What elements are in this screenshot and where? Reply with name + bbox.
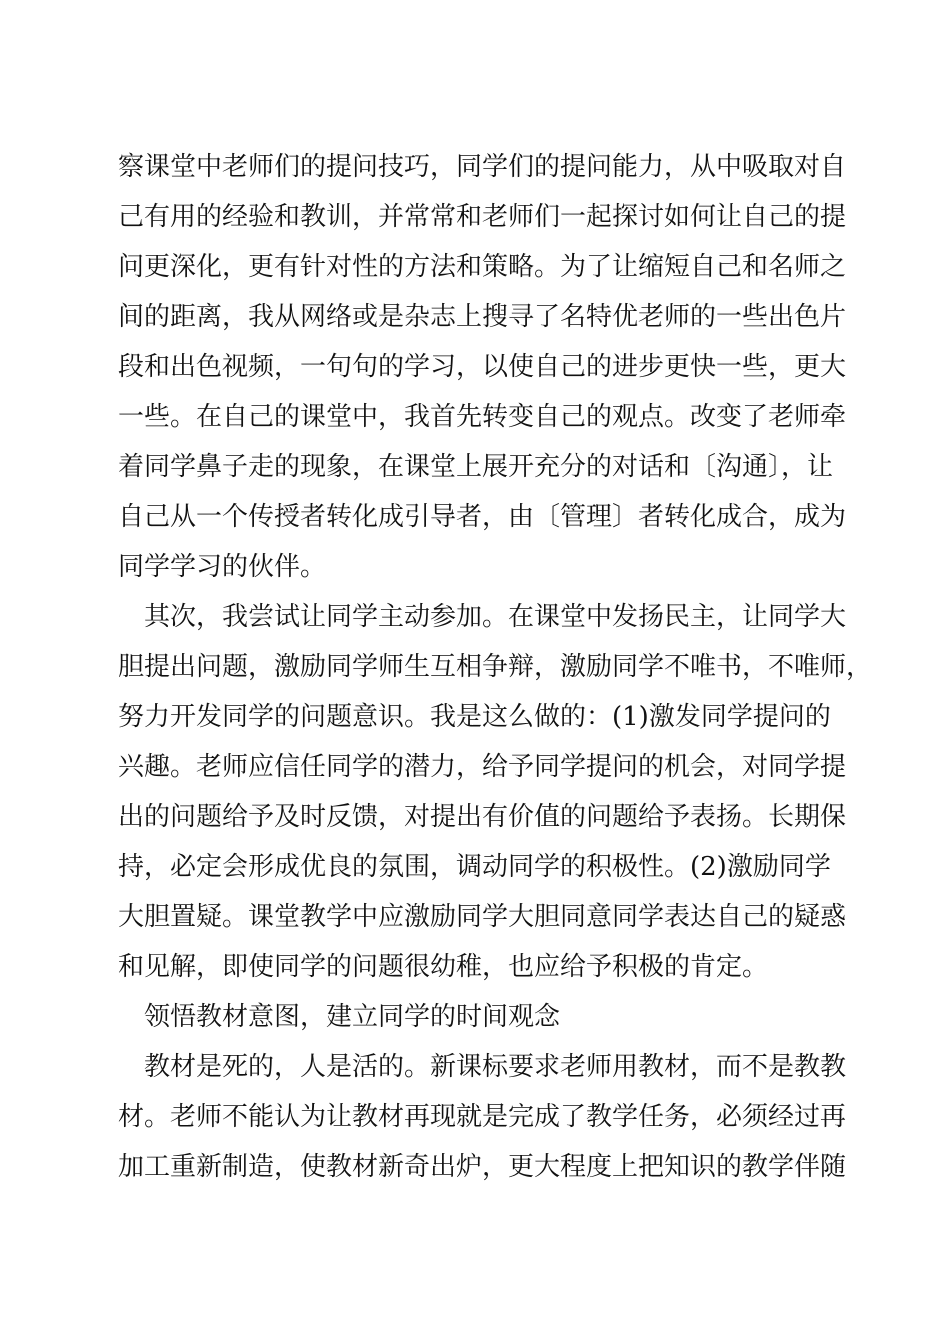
text-line-21: 加工重新制造，使教材新奇出炉，更大程度上把知识的教学伴随 [118,1152,847,1182]
text-line-16: 大胆置疑。课堂教学中应激励同学大胆同意同学表达自己的疑惑 [118,902,847,932]
text-line-9: 同学学习的伙伴。 [118,552,327,582]
text-line-7: 着同学鼻子走的现象，在课堂上展开充分的对话和〔沟通〕，让 [118,452,834,482]
text-line-4: 间的距离，我从网络或是杂志上搜寻了名特优老师的一些出色片 [118,302,847,332]
text-line-20: 材。老师不能认为让教材再现就是完成了教学任务，必须经过再 [118,1102,847,1132]
text-line-19: 教材是死的，人是活的。新课标要求老师用教材，而不是教教 [144,1052,847,1082]
text-line-15: 持，必定会形成优良的氛围，调动同学的积极性。(2)激励同学 [118,852,831,882]
text-line-8: 自己从一个传授者转化成引导者，由〔管理〕者转化成合，成为 [118,502,847,532]
text-line-17: 和见解，即使同学的问题很幼稚，也应给予积极的肯定。 [118,952,769,982]
text-line-13: 兴趣。老师应信任同学的潜力，给予同学提问的机会，对同学提 [118,752,847,782]
text-line-10: 其次，我尝试让同学主动参加。在课堂中发扬民主，让同学大 [144,602,847,632]
section-heading: 领悟教材意图，建立同学的时间观念 [144,1002,561,1032]
text-line-5: 段和出色视频，一句句的学习，以使自己的进步更快一些，更大 [118,352,847,382]
text-line-2: 己有用的经验和教训，并常常和老师们一起探讨如何让自己的提 [118,202,847,232]
text-line-14: 出的问题给予及时反馈，对提出有价值的问题给予表扬。长期保 [118,802,847,832]
text-line-12: 努力开发同学的问题意识。我是这么做的：(1)激发同学提问的 [118,702,831,732]
text-line-6: 一些。在自己的课堂中，我首先转变自己的观点。改变了老师牵 [118,402,847,432]
text-line-11: 胆提出问题，激励同学师生互相争辩，激励同学不唯书，不唯师， [118,652,873,682]
text-line-1: 察课堂中老师们的提问技巧，同学们的提问能力，从中吸取对自 [118,152,847,182]
text-line-3: 问更深化，更有针对性的方法和策略。为了让缩短自己和名师之 [118,252,847,282]
